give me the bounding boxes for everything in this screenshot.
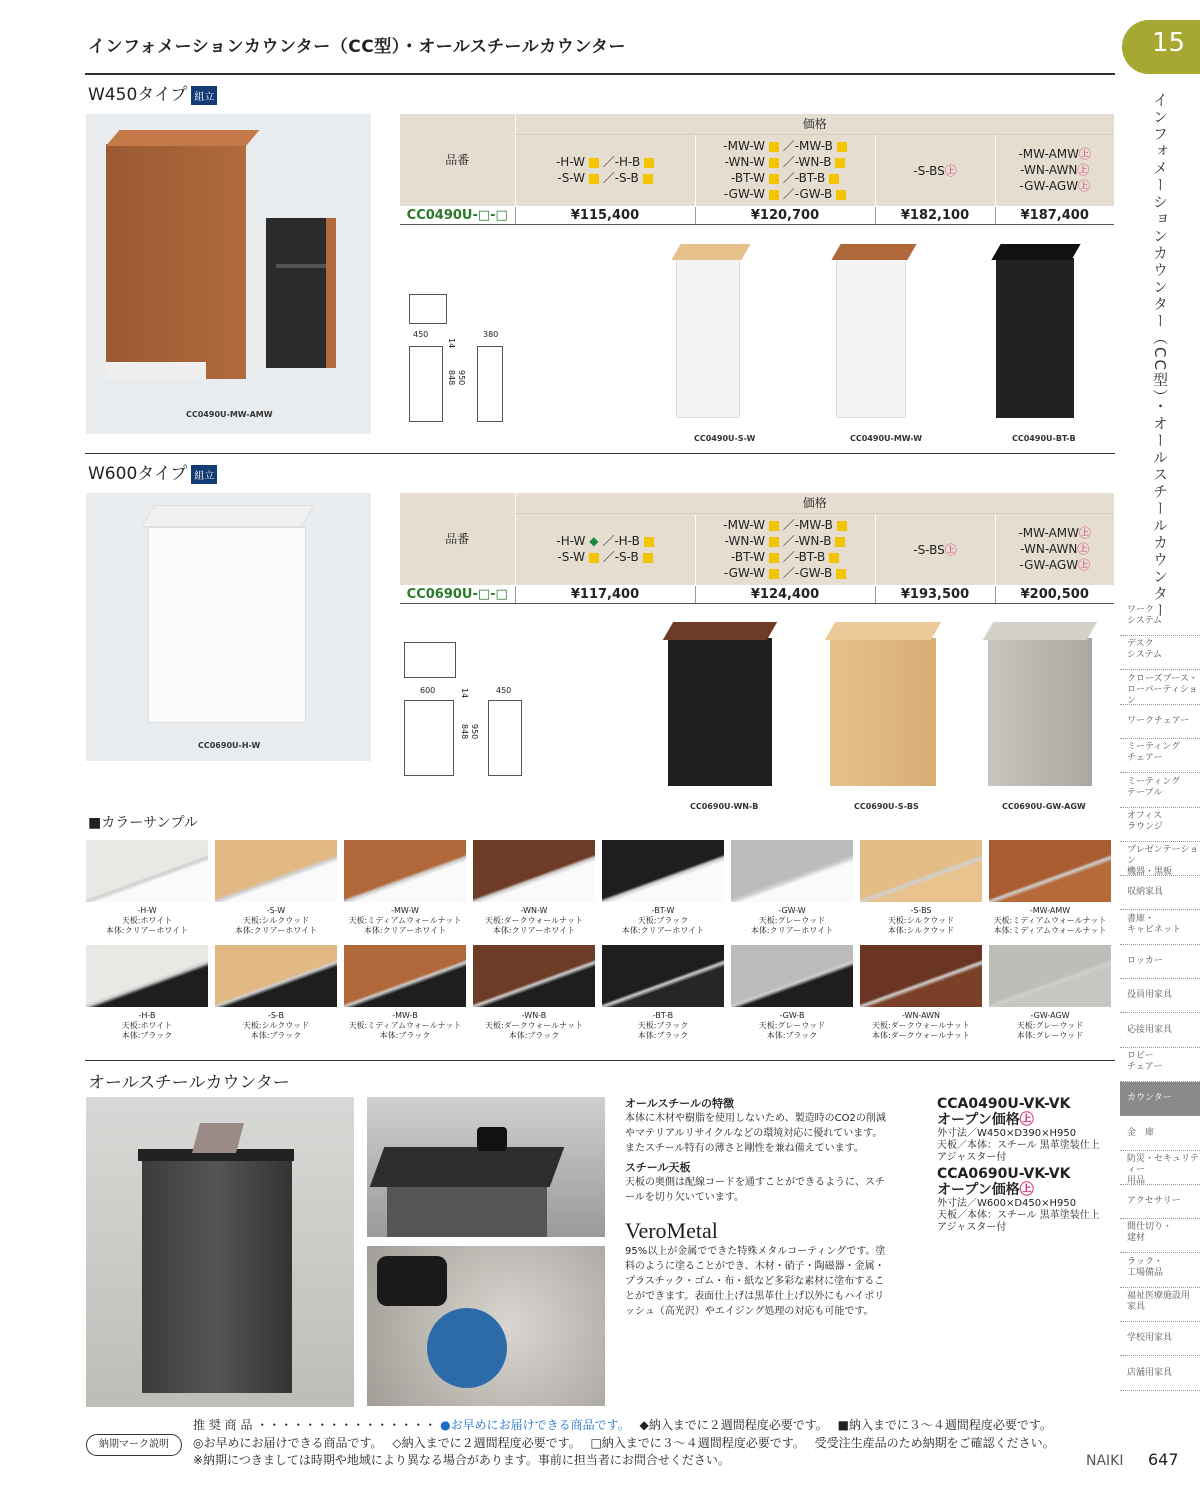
sidebar-item[interactable]: ミーティング チェアー — [1120, 739, 1200, 773]
cc0490u-mw-w-photo: CC0490U-MW-W — [828, 240, 938, 440]
price-cell: ¥124,400 — [695, 585, 875, 603]
swatch-label: -S-B 天板:シルクウッド 本体:ブラック — [242, 1011, 310, 1040]
sidebar-item[interactable]: 金 庫 — [1120, 1117, 1200, 1151]
steel-counter-photo — [86, 1097, 354, 1407]
verometal-logo: VeroMetal — [625, 1218, 718, 1243]
w450-price-table — [400, 114, 1114, 225]
steel-top-text: 天板の奥側は配線コードを通すことができるように、スチールを切り欠いています。 — [625, 1177, 885, 1203]
sidebar-item[interactable]: アクセサリー — [1120, 1185, 1200, 1219]
product-code: CCA0690U-VK-VK — [937, 1166, 1071, 1182]
sidebar-item[interactable]: 学校用家具 — [1120, 1322, 1200, 1356]
swatch-label: -GW-W 天板:グレーウッド 本体:クリアーホワイト — [750, 906, 834, 935]
divider — [85, 1060, 1115, 1061]
w600-main-photo: CC0690U-H-W — [86, 493, 371, 761]
side-view — [477, 346, 503, 422]
variant-col3: -S-BS㊤ — [875, 134, 995, 206]
price-cell: ¥120,700 — [695, 206, 875, 224]
sidebar-item[interactable]: 福祉医療施設用 家具 — [1120, 1288, 1200, 1322]
price-cell: ¥193,500 — [875, 585, 995, 603]
color-swatch — [215, 945, 337, 1007]
sidebar-item[interactable]: ワークチェアー — [1120, 705, 1200, 739]
steel-top-photo — [367, 1097, 605, 1237]
color-swatch — [473, 840, 595, 902]
color-swatch — [860, 945, 982, 1007]
price-cell: ¥182,100 — [875, 206, 995, 224]
vero-coating-photo — [367, 1246, 605, 1406]
hinban-header: 品番 — [400, 493, 515, 585]
footer-row-1: 推 奨 商 品 ・・・・・・・・・・・・・・・ ●お早めにお届けできる商品です。 ◆納入までに２週間程度必要です。 ■納入までに３～４週間程度必要です。 — [193, 1418, 1052, 1432]
sidebar-item[interactable]: オフィス ラウンジ — [1120, 808, 1200, 842]
sidebar-item[interactable]: ミーティング テーブル — [1120, 774, 1200, 808]
chapter-tab[interactable]: 15 — [1122, 20, 1200, 74]
swatch-label: -WN-AWN 天板:ダークウォールナット 本体:ダークウォールナット — [871, 1011, 971, 1040]
color-swatch — [860, 840, 982, 902]
page-title: インフォメーションカウンター（CC型）・オールスチールカウンター — [88, 37, 627, 57]
swatch-label: -S-W 天板:シルクウッド 本体:クリアーホワイト — [234, 906, 318, 935]
product-code: CC0690U-□-□ — [400, 585, 515, 603]
steel-heading: オールスチールカウンター — [88, 1073, 290, 1093]
kakaku-header: 価格 — [515, 114, 1114, 134]
sidebar-item[interactable]: 店舗用家具 — [1120, 1357, 1200, 1391]
color-sample-heading: ■カラーサンプル — [88, 815, 198, 831]
feature-text: 本体に木材や樹脂を使用しないため、製造時のCO2の削減やマテリアルリサイクルなどの環境対応に優れています。またスチール特有の薄さと剛性を兼ね備えています。 — [625, 1113, 886, 1154]
sidebar-item[interactable]: 防災・セキュリティー 用品 — [1120, 1151, 1200, 1185]
sidebar-item[interactable]: 応接用家具 — [1120, 1014, 1200, 1048]
swatch-label: -S-BS 天板:シルクウッド 本体:シルクウッド — [887, 906, 955, 935]
cc0690u-s-bs-photo: CC0690U-S-BS — [822, 618, 942, 814]
swatch-label: -WN-B 天板:ダークウォールナット 本体:ブラック — [484, 1011, 584, 1040]
sidebar-item[interactable]: 収納家具 — [1120, 876, 1200, 910]
product-code: CC0490U-□-□ — [400, 206, 515, 224]
vero-text: 95%以上が金属でできた特殊メタルコーティングです。塗料のように塗ることができ、木材・硝子・陶磁器・金属・プラスチック・ゴム・布・紙など多彩な素材に塗布することができます。表面仕上げは黒革仕上げ以外にもハイポリッシュ（高光沢）やエイジング処理の対応も可能です。 — [625, 1246, 886, 1317]
steel-top-title: スチール天板 — [625, 1161, 691, 1174]
color-swatch — [731, 840, 853, 902]
w600-dimension-drawing: 600 14 848 950 450 — [400, 642, 530, 782]
hinban-header: 品番 — [400, 114, 515, 206]
product-code: CCA0490U-VK-VK — [937, 1096, 1071, 1112]
color-swatch — [86, 945, 208, 1007]
cc0490u-s-w-photo: CC0490U-S-W — [668, 240, 768, 440]
color-swatch — [473, 945, 595, 1007]
swatch-label: -MW-AMW 天板:ミディアムウォールナット 本体:ミディアムウォールナット — [993, 906, 1107, 935]
w600-heading: W600タイプ 組立 — [88, 459, 217, 484]
color-swatch — [602, 840, 724, 902]
variant-col1: -H-W ◆ ／-H-B -S-W ／-S-B — [515, 513, 695, 585]
sidebar-item[interactable]: ロッカー — [1120, 945, 1200, 979]
footer-row-2: ◎お早めにお届けできる商品です。 ◇納入までに２週間程度必要です。 □納入までに３～４週間程度必要です。 受受注生産品のため納期をご確認ください。 — [193, 1436, 1055, 1450]
sidebar-item[interactable]: カウンター — [1120, 1082, 1200, 1116]
variant-col4: -MW-AMW㊤ -WN-AWN㊤ -GW-AGW㊤ — [995, 513, 1114, 585]
vertical-title: インフォメーションカウンター（CC型）・オールスチールカウンター — [1151, 92, 1169, 620]
w450-dimension-drawing: 450 14 848 950 380 — [405, 294, 505, 434]
color-swatch — [344, 945, 466, 1007]
w450-main-photo — [86, 114, 371, 434]
brand: NAIKI — [1086, 1453, 1124, 1469]
steel-products: CCA0490U-VK-VK オープン価格㊤ 外寸法／W450×D390×H950 天板／本体：スチール 黒革塗装仕上 アジャスター付 CCA0690U-VK-VK オープン価格㊤ 外寸法／W600×D450×H950 天板／本体：スチール 黒革塗装仕上 アジャスター付 — [937, 1096, 1117, 1234]
color-swatch — [215, 840, 337, 902]
cabinet-open — [266, 218, 336, 368]
swatch-label: -GW-B 天板:グレーウッド 本体:ブラック — [758, 1011, 826, 1040]
cabinet-top — [106, 130, 259, 146]
page-number: 647 — [1148, 1450, 1179, 1469]
price-cell: ¥117,400 — [515, 585, 695, 603]
divider — [85, 453, 1115, 454]
cabinet-shelf — [276, 264, 326, 268]
cc0690u-wn-b-photo: CC0690U-WN-B — [660, 618, 780, 814]
cc0490u-bt-b-photo: CC0490U-BT-B — [988, 240, 1098, 440]
sidebar-item[interactable]: デスク システム — [1120, 636, 1200, 670]
cabinet-walnut — [106, 144, 246, 379]
sidebar-item[interactable]: 間仕切り・ 建材 — [1120, 1219, 1200, 1253]
sidebar-item[interactable]: クローズブース・ ローパーティション — [1120, 671, 1200, 705]
color-swatch — [602, 945, 724, 1007]
kakaku-header: 価格 — [515, 493, 1114, 513]
price-cell: ¥115,400 — [515, 206, 695, 224]
front-view — [409, 346, 443, 422]
variant-col1: -H-W ／-H-B -S-W ／-S-B — [515, 134, 695, 206]
cc0690u-gw-agw-photo: CC0690U-GW-AGW — [980, 618, 1100, 814]
color-swatch — [989, 840, 1111, 902]
color-swatch — [86, 840, 208, 902]
sidebar-item[interactable]: プレゼンテーション 機器・黒板 — [1120, 842, 1200, 876]
swatch-label: -MW-B 天板:ミディアムウォールナット 本体:ブラック — [348, 1011, 462, 1040]
swatch-label: -BT-B 天板:ブラック 本体:ブラック — [637, 1011, 689, 1040]
swatch-label: -H-W 天板:ホワイト 本体:クリアーホワイト — [105, 906, 189, 935]
sidebar-item[interactable]: 書庫・ キャビネット — [1120, 911, 1200, 945]
steel-text-block — [625, 1096, 890, 1319]
feature-title: オールスチールの特徴 — [625, 1097, 735, 1110]
sidebar-item[interactable]: 役員用家具 — [1120, 979, 1200, 1013]
swatch-label: -WN-W 天板:ダークウォールナット 本体:クリアーホワイト — [484, 906, 584, 935]
swatch-label: -BT-W 天板:ブラック 本体:クリアーホワイト — [621, 906, 705, 935]
w600-price-table — [400, 493, 1114, 604]
plan-view — [409, 294, 447, 324]
title-rule — [85, 73, 1115, 75]
cabinet-base — [106, 362, 206, 380]
swatch-label: -MW-W 天板:ミディアムウォールナット 本体:クリアーホワイト — [348, 906, 462, 935]
price-cell: ¥200,500 — [995, 585, 1114, 603]
variant-col3: -S-BS㊤ — [875, 513, 995, 585]
sidebar-item[interactable]: ロビー チェアー — [1120, 1048, 1200, 1082]
footer-note: ※納期につきましては時期や地域により異なる場合があります。事前に担当者にお問合せください。 — [193, 1453, 730, 1467]
w450-main-caption: CC0490U-MW-AMW — [186, 410, 273, 419]
color-swatch — [731, 945, 853, 1007]
variant-col2: -MW-W ／-MW-B -WN-W ／-WN-B -BT-W ／-BT-B -GW-W ／-GW-B — [695, 513, 875, 585]
sidebar-item[interactable]: ワーク システム — [1120, 602, 1200, 636]
price-cell: ¥187,400 — [995, 206, 1114, 224]
variant-col2: -MW-W ／-MW-B -WN-W ／-WN-B -BT-W ／-BT-B -GW-W ／-GW-B — [695, 134, 875, 206]
w450-heading: W450タイプ 組立 — [88, 80, 217, 105]
sidebar-item[interactable]: ラック・ 工場備品 — [1120, 1254, 1200, 1288]
color-swatch — [344, 840, 466, 902]
assembly-badge: 組立 — [191, 86, 217, 105]
swatch-label: -H-B 天板:ホワイト 本体:ブラック — [121, 1011, 173, 1040]
variant-col4: -MW-AMW㊤ -WN-AWN㊤ -GW-AGW㊤ — [995, 134, 1114, 206]
delivery-mark-legend-label: 納期マーク説明 — [86, 1434, 182, 1456]
swatch-label: -GW-AGW 天板:グレーウッド 本体:グレーウッド — [1016, 1011, 1084, 1040]
assembly-badge: 組立 — [191, 465, 217, 484]
color-swatch — [989, 945, 1111, 1007]
